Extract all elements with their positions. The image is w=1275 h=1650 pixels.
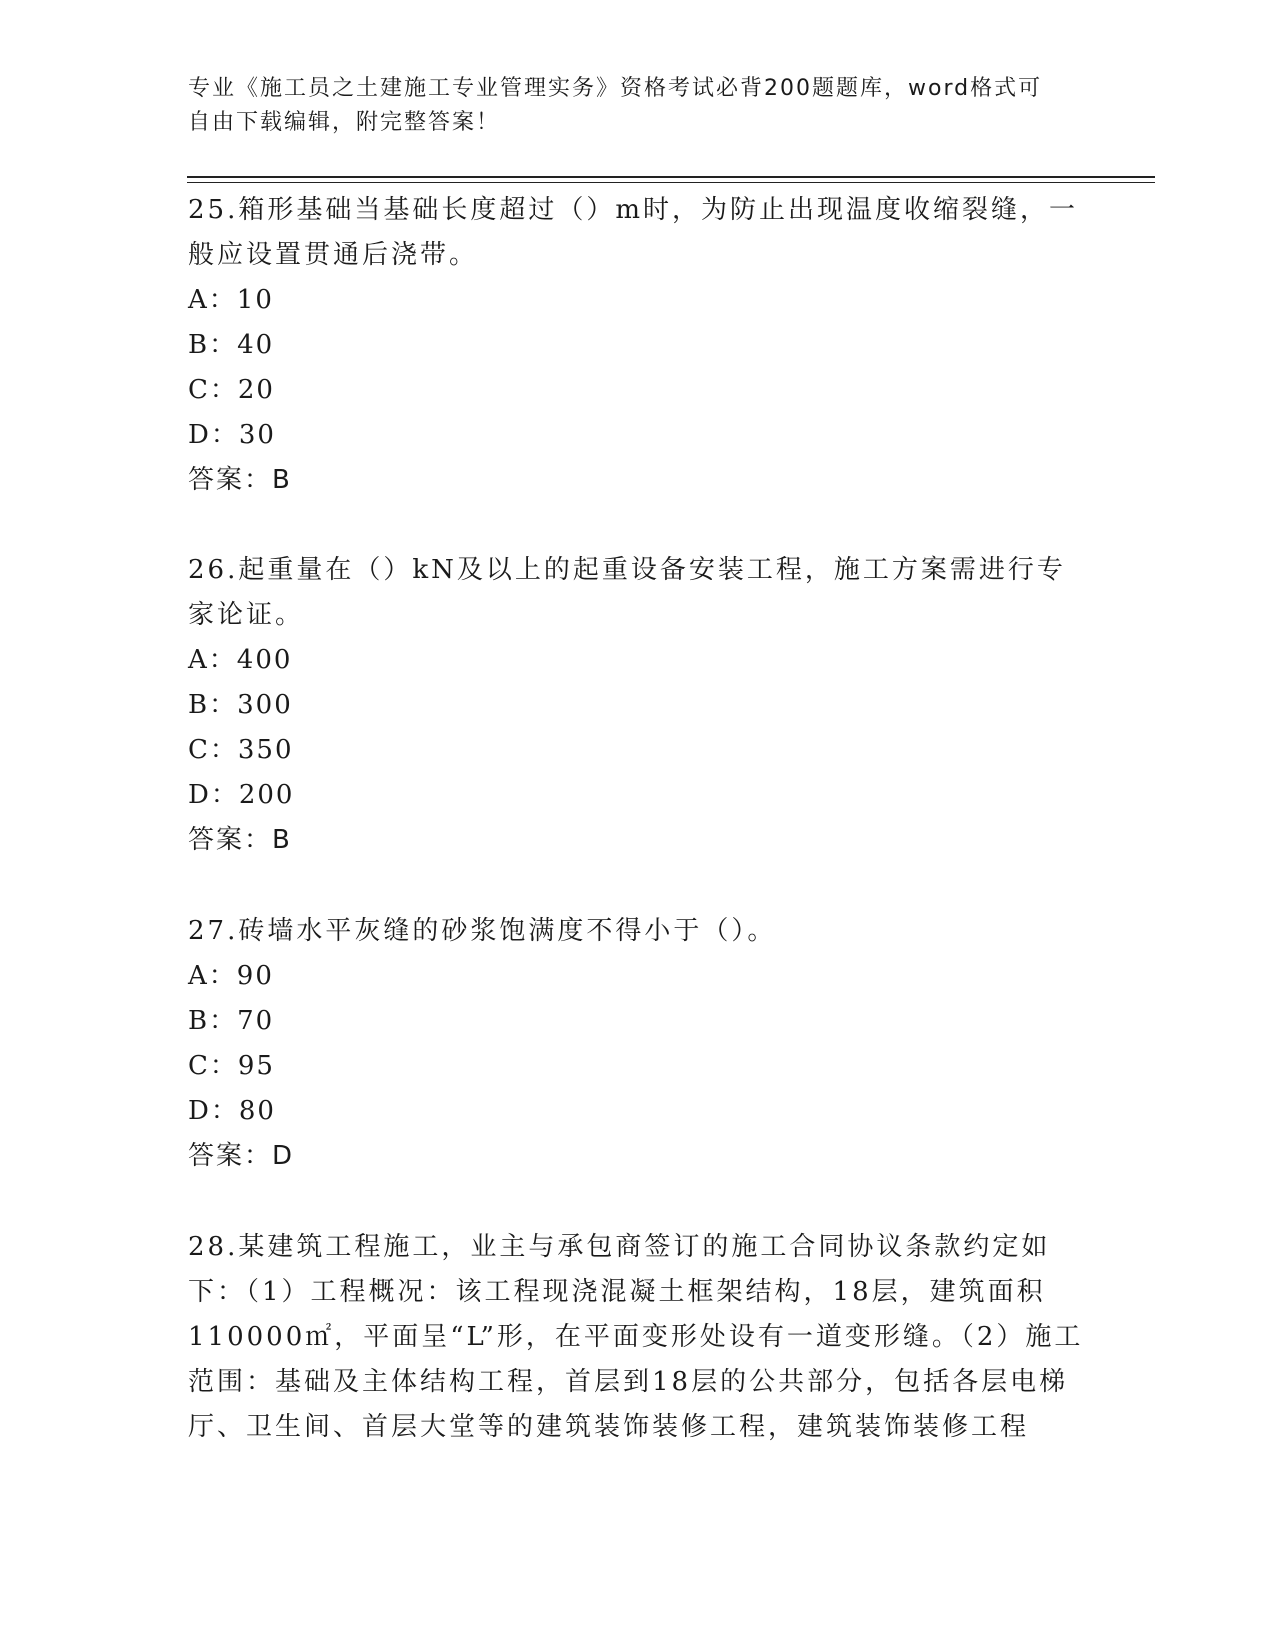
question-26 — [188, 548, 1088, 863]
header-line-2: 自由下载编辑，附完整答案！ — [188, 110, 501, 135]
question-stem: 28.某建筑工程施工，业主与承包商签订的施工合同协议条款约定如下：（1）工程概况：该工程现浇混凝土框架结构，18层，建筑面积110000㎡，平面呈“L”形，在平面变形处设有一道变形缝。（2）施工范围：基础及主体结构工程，首层到18层的公共部分，包括各层电梯厅、卫生间、首层大堂等的建筑装饰装修工程，建筑装饰装修工程 — [188, 1232, 1084, 1442]
option-d: D：200 — [188, 780, 295, 810]
option-c: C：350 — [188, 735, 294, 765]
answer-label: 答案：B — [188, 465, 292, 495]
question-stem: 27.砖墙水平灰缝的砂浆饱满度不得小于（）。 — [188, 916, 777, 946]
question-27 — [188, 909, 1088, 1179]
option-c: C：20 — [188, 375, 275, 405]
question-stem: 25.箱形基础当基础长度超过（）m时，为防止出现温度收缩裂缝，一般应设置贯通后浇带。 — [188, 195, 1079, 270]
document-header — [188, 72, 1068, 140]
question-list — [188, 188, 1088, 1450]
option-a: A：10 — [188, 285, 274, 315]
option-b: B：70 — [188, 1006, 275, 1036]
option-b: B：300 — [188, 690, 293, 720]
question-25 — [188, 188, 1088, 503]
header-divider-thin — [187, 182, 1155, 183]
question-stem: 26.起重量在（）kN及以上的起重设备安装工程，施工方案需进行专家论证。 — [188, 555, 1066, 630]
answer-label: 答案：D — [188, 1141, 295, 1171]
question-28 — [188, 1225, 1088, 1450]
header-divider-thick — [187, 176, 1155, 178]
option-b: B：40 — [188, 330, 275, 360]
option-a: A：90 — [188, 961, 274, 991]
option-d: D：30 — [188, 420, 276, 450]
option-d: D：80 — [188, 1096, 276, 1126]
header-line-1: 专业《施工员之土建施工专业管理实务》资格考试必背200题题库，word格式可 — [188, 76, 1043, 101]
answer-label: 答案：B — [188, 825, 292, 855]
option-a: A：400 — [188, 645, 293, 675]
option-c: C：95 — [188, 1051, 275, 1081]
